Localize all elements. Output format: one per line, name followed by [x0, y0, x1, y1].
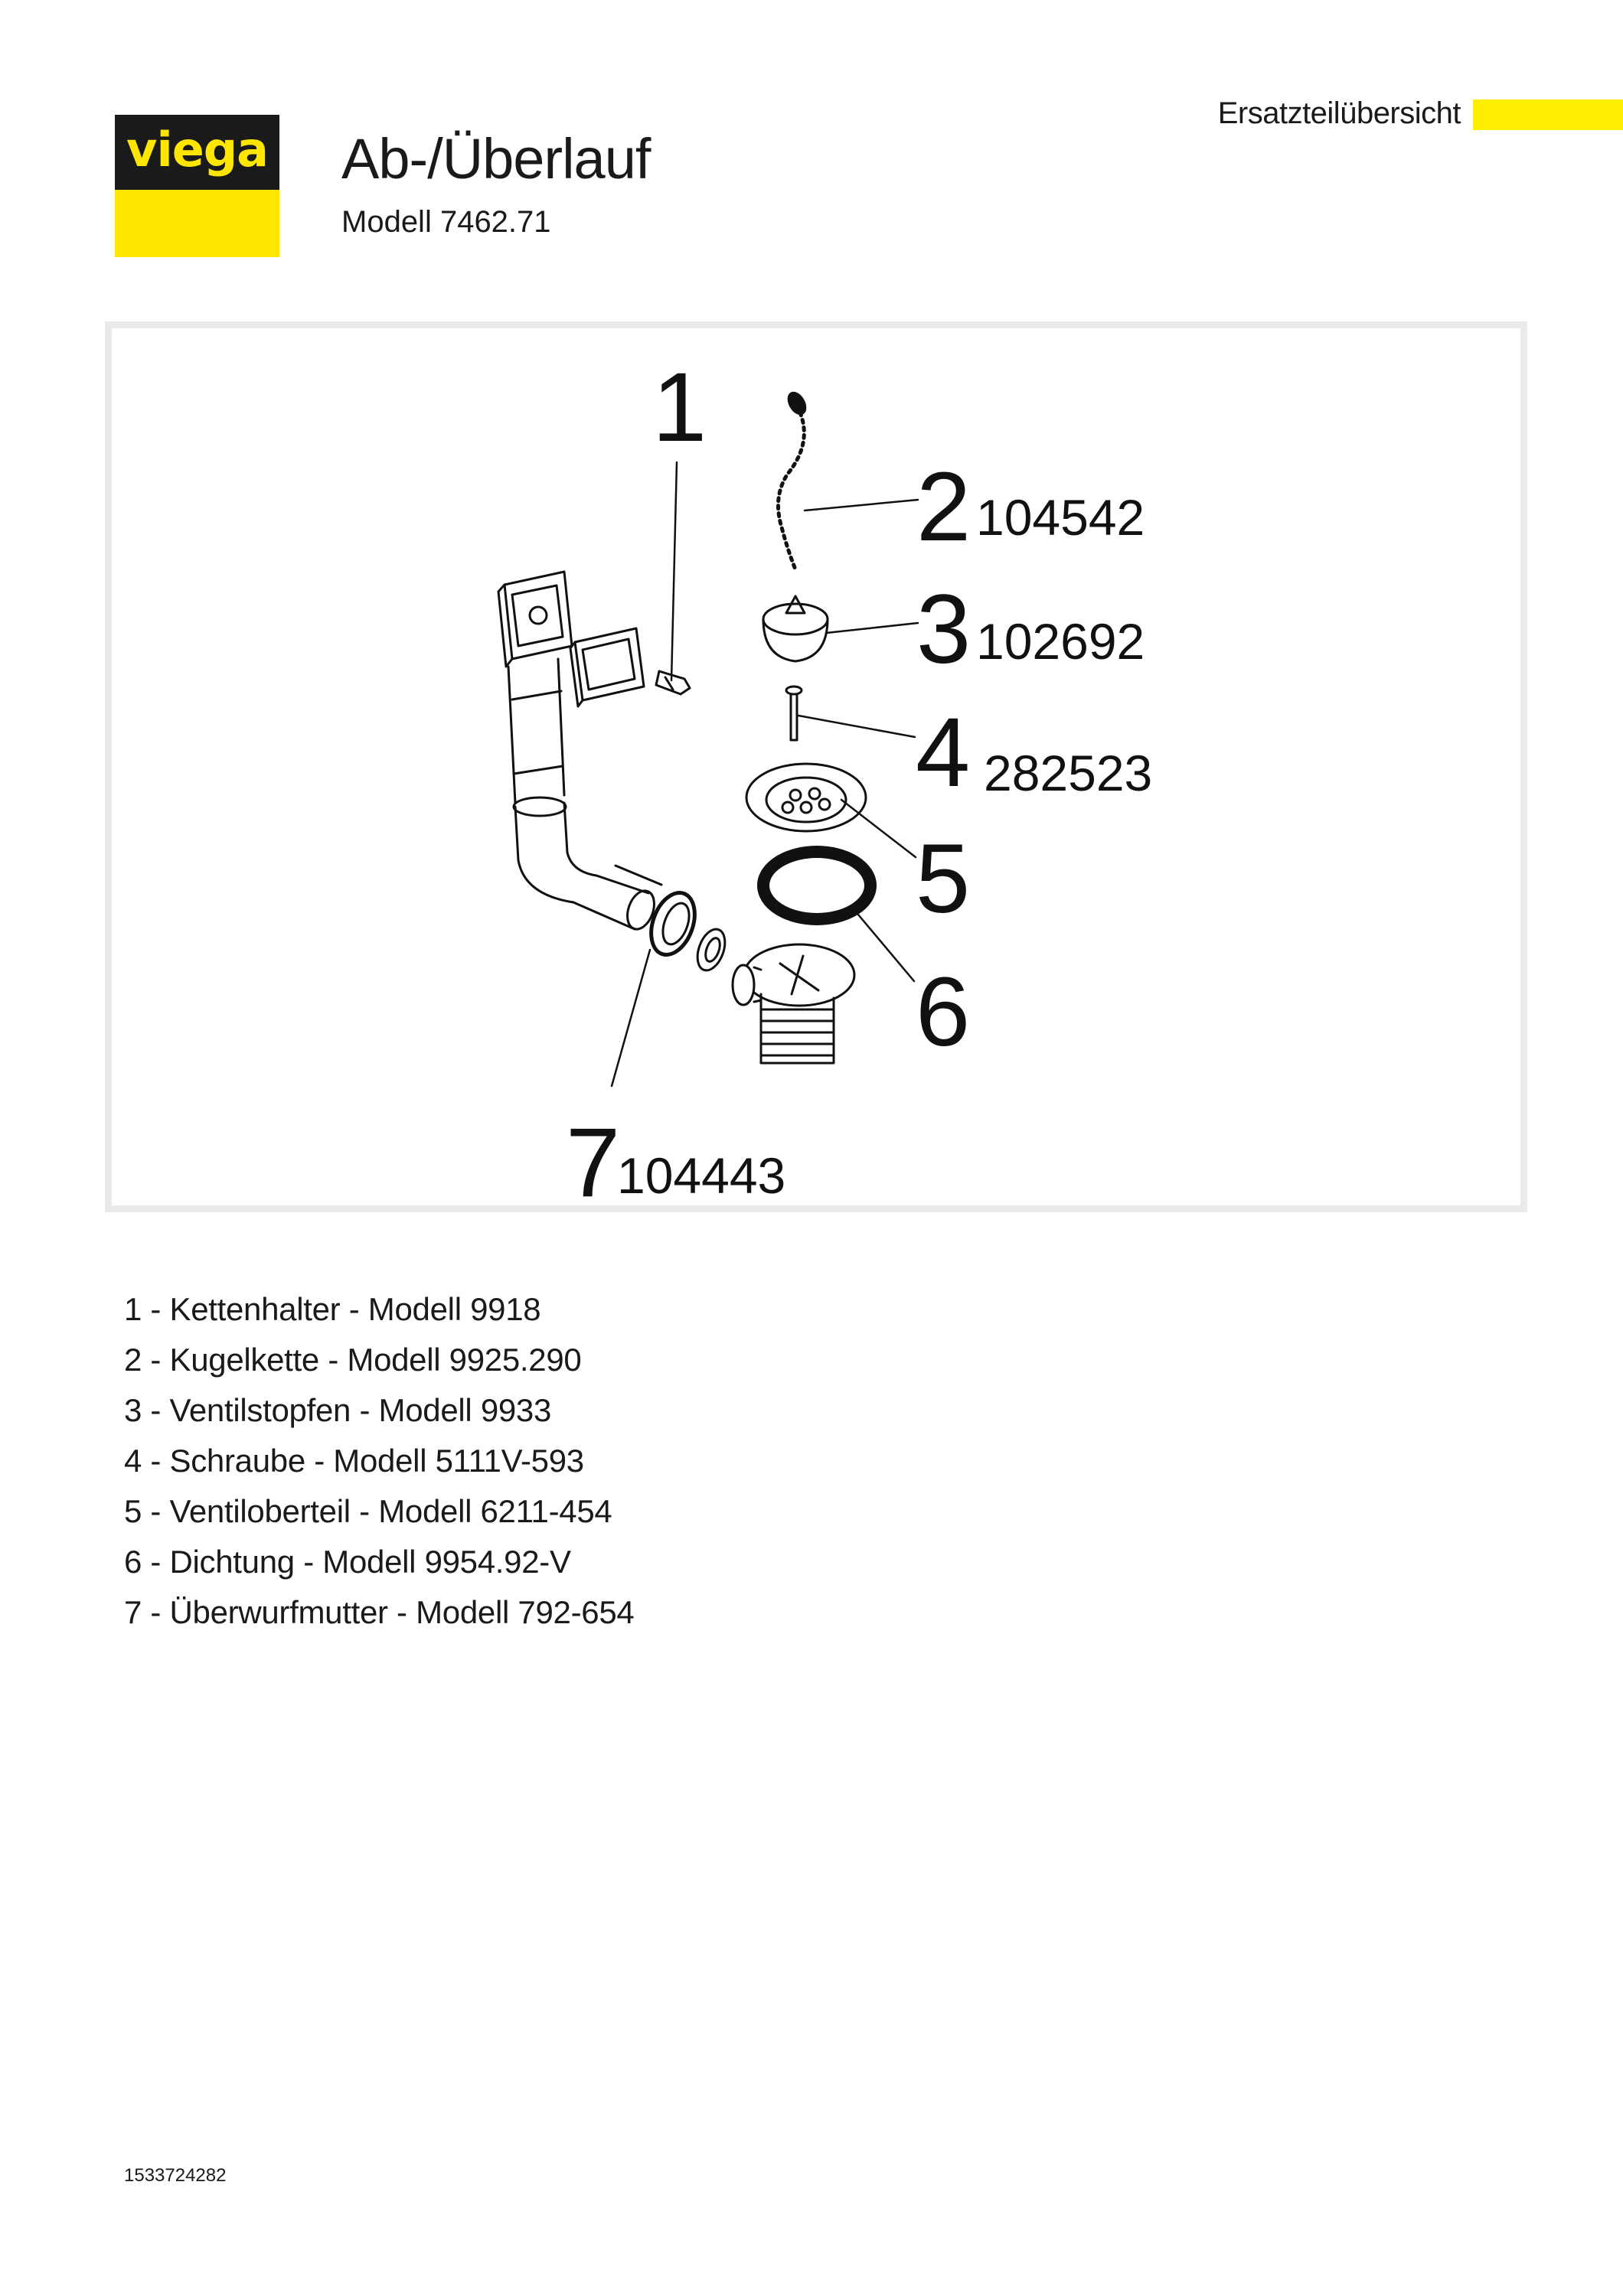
stopper-drawing [763, 596, 828, 661]
callout-7-article-number: 104443 [617, 1147, 786, 1204]
exploded-view-figure [105, 321, 1527, 1212]
parts-list-item: 6 - Dichtung - Modell 9954.92-V [124, 1544, 571, 1580]
parts-list-item: 7 - Überwurfmutter - Modell 792-654 [124, 1594, 635, 1630]
union-nut-drawing [643, 887, 730, 974]
callout-4-article-number: 282523 [984, 745, 1153, 801]
model-number: Modell 7462.71 [341, 205, 551, 239]
document-type-label: Ersatzteilübersicht [1217, 96, 1461, 130]
document-id: 1533724282 [124, 2165, 227, 2186]
logo-yellow-block [115, 190, 279, 257]
parts-list-item: 2 - Kugelkette - Modell 9925.290 [124, 1342, 582, 1378]
valve-upper-part-drawing [746, 764, 866, 831]
document-type-accent-bar [1473, 99, 1623, 130]
page-title: Ab-/Überlauf [341, 127, 651, 191]
callout-3-article-number: 102692 [976, 613, 1145, 670]
callout-6-number: 6 [916, 957, 971, 1067]
callout-5-number: 5 [916, 824, 971, 934]
callout-2-article-number: 104542 [976, 489, 1145, 546]
drain-body-drawing [733, 944, 854, 1063]
overflow-assembly-drawing [498, 572, 661, 933]
callout-3-number: 3 [916, 575, 972, 684]
parts-list-item: 4 - Schraube - Modell 5111V-593 [124, 1443, 584, 1479]
parts-list-item: 3 - Ventilstopfen - Modell 9933 [124, 1392, 552, 1428]
callout-7-number: 7 [566, 1108, 621, 1205]
exploded-view-drawing [112, 328, 1520, 1205]
callout-2-number: 2 [916, 452, 972, 562]
parts-list [124, 1284, 634, 1638]
callout-1-number: 1 [652, 353, 707, 462]
parts-list-item: 5 - Ventiloberteil - Modell 6211-454 [124, 1493, 612, 1529]
chain-holder-drawing [656, 671, 690, 694]
gasket-drawing [763, 852, 870, 919]
ball-chain-drawing [779, 390, 809, 569]
parts-list-item: 1 - Kettenhalter - Modell 9918 [124, 1291, 541, 1327]
screw-drawing [786, 687, 802, 740]
viega-logo [115, 115, 279, 257]
logo-wordmark: viega [115, 115, 279, 190]
callout-4-number: 4 [916, 698, 971, 807]
